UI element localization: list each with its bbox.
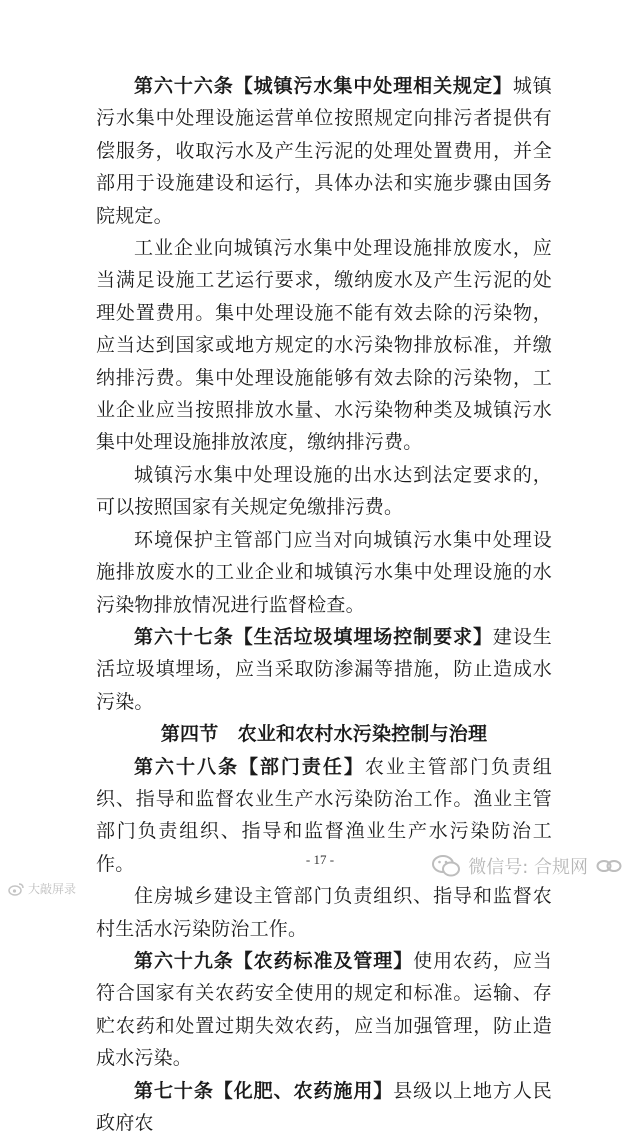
article-heading: 第七十条【化肥、农药施用】: [134, 1079, 394, 1102]
weibo-icon: [8, 882, 24, 896]
article-paragraph: [96, 70, 552, 232]
body-paragraph: 工业企业向城镇污水集中处理设施排放废水，应当满足设施工艺运行要求，缴纳废水及产生污泥的处理处置费用。集中处理设施不能有效去除的污染物，应当达到国家或地方规定的水污染物排放标准，并缴纳排污费。集中处理设施能够有效去除的污染物，工业企业应当按照排放水量、水污染物种类及城镇污水集中处理设施排放浓度，缴纳排污费。: [96, 237, 552, 454]
article-heading: 第六十九条【农药标准及管理】: [134, 949, 414, 972]
article-heading: 第六十六条【城镇污水集中处理相关规定】: [134, 75, 513, 97]
article-paragraph: [96, 1075, 552, 1139]
page-number: - 17 -: [305, 852, 335, 867]
body-paragraph: 住房城乡建设主管部门负责组织、指导和监督农村生活水污染防治工作。: [96, 885, 552, 940]
article-text: 农业主管部门负责组织、指导和监督农业生产水污染防治工作。渔业主管部门负责组织、指导和监督渔业生产水污染防治工作。: [96, 755, 553, 875]
article-paragraph: [96, 621, 552, 718]
wechat-watermark: [432, 853, 622, 879]
article-text: 使用农药，应当符合国家有关农药安全使用的规定和标准。运输、存贮农药和处置过期失效农药，应当加强管理，防止造成水污染。: [96, 949, 552, 1070]
body-paragraph: 环境保护主管部门应当对向城镇污水集中处理设施排放废水的工业企业和城镇污水集中处理设施的水污染物排放情况进行监督检查。: [96, 528, 552, 616]
section-title: 第四节 农业和农村水污染控制与治理: [160, 723, 488, 746]
article-text: 城镇污水集中处理设施运营单位按照规定向排污者提供有偿服务，收取污水及产生污泥的处理处置费用，并全部用于设施建设和运行，具体办法和实施步骤由国务院规定。: [96, 75, 552, 227]
article-text: 县级以上地方人民政府农: [96, 1079, 552, 1134]
article-heading: 第六十八条【部门责任】: [134, 755, 365, 778]
watermark-left-text: 大敲屏录: [28, 882, 77, 896]
weibo-watermark: [8, 880, 76, 897]
watermark-text: 微信号: 合规网: [468, 857, 588, 878]
document-body: [96, 70, 552, 1139]
article-heading: 第六十七条【生活垃圾填埋场控制要求】: [134, 625, 493, 648]
chain-link-icon: [596, 859, 622, 873]
article-text: 建设生活垃圾填埋场，应当采取防渗漏等措施，防止造成水污染。: [96, 625, 552, 713]
wechat-icon: [432, 854, 460, 878]
body-paragraph: 城镇污水集中处理设施的出水达到法定要求的，可以按照国家有关规定免缴排污费。: [96, 463, 552, 519]
article-paragraph: [96, 945, 552, 1075]
